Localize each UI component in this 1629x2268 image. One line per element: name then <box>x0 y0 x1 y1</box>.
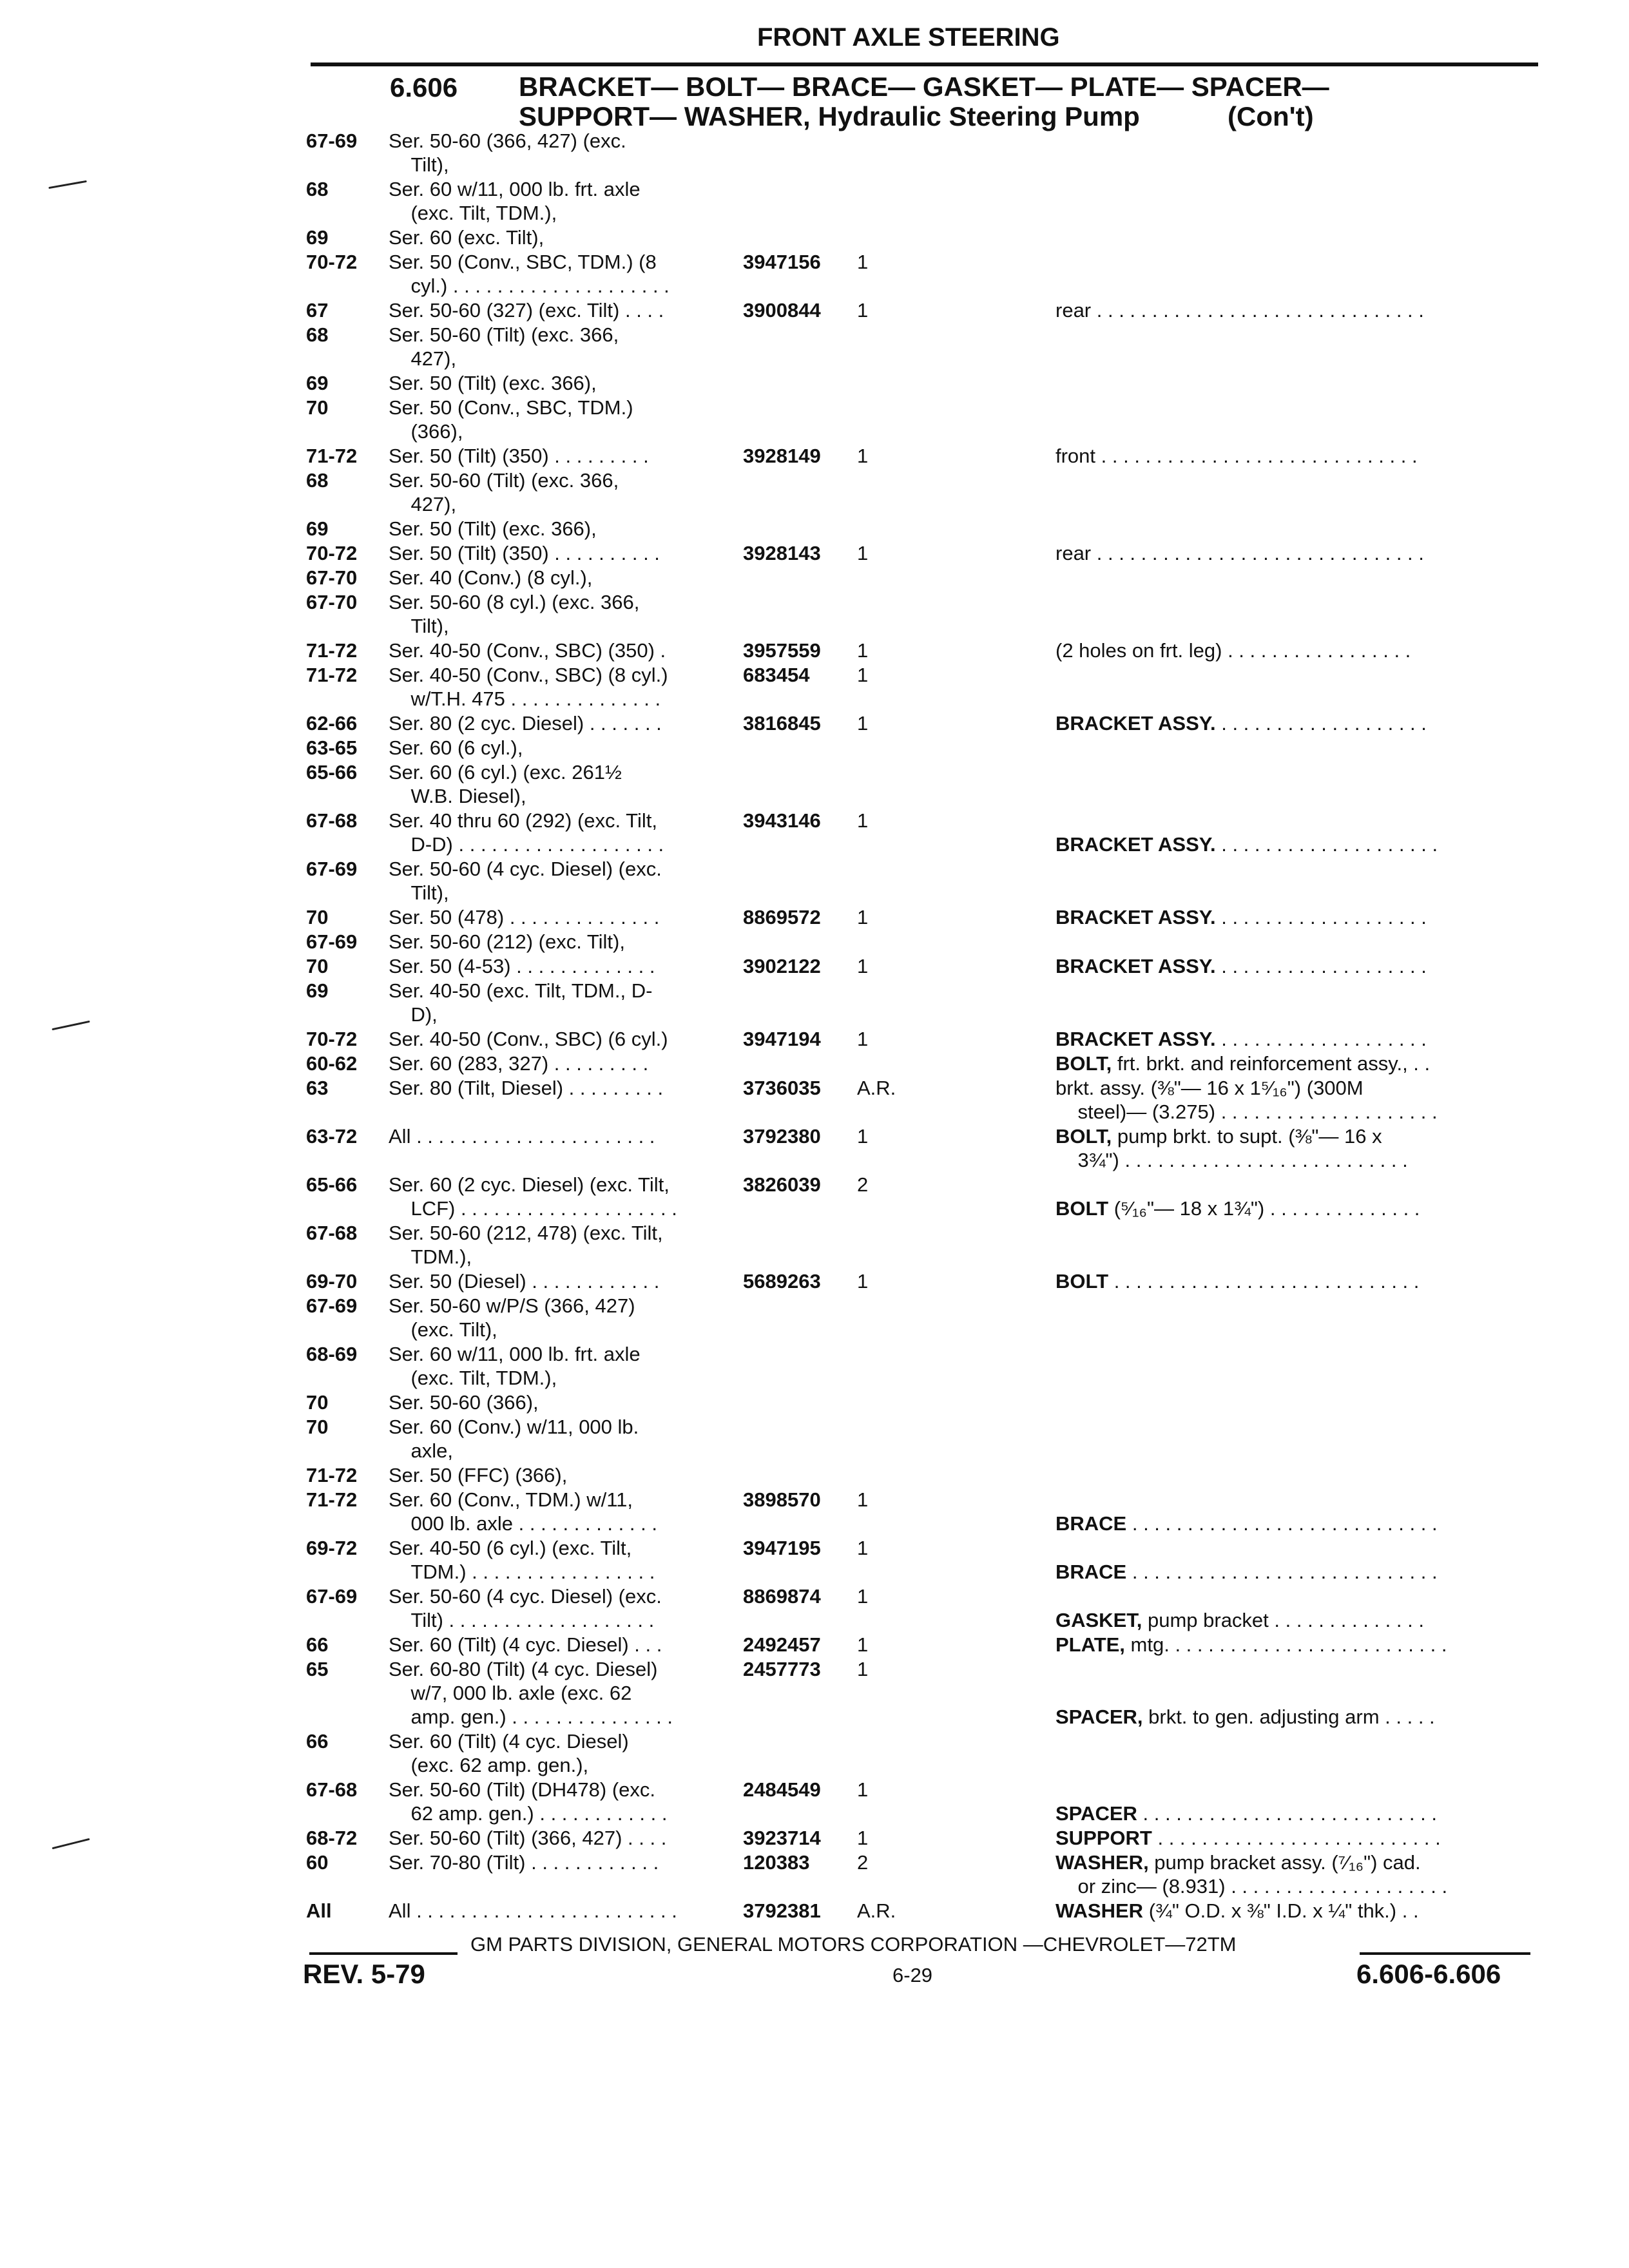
description-cell: Ser. 40-50 (6 cyl.) (exc. Tilt, TDM.) . . . . . . . . . . . . . . . . . <box>389 1537 655 1583</box>
description-cell: Ser. 80 (2 cyc. Diesel) . . . . . . . <box>389 712 662 735</box>
part-name-bold: SPACER <box>1055 1802 1137 1825</box>
table-row <box>0 663 1629 711</box>
description-cell: Ser. 60 w/11, 000 lb. frt. axle (exc. Tilt, TDM.), <box>389 178 641 224</box>
description-cell: Ser. 50 (Tilt) (350) . . . . . . . . . <box>389 445 649 467</box>
quantity-cell: 1 <box>857 542 869 564</box>
part-name-bold: WASHER <box>1055 1899 1144 1922</box>
part-name-detail: . . . . . . . . . . . . . . . . . . . <box>1215 906 1427 928</box>
description-cell: Ser. 60 (exc. Tilt), <box>389 226 545 249</box>
part-name-cell <box>896 711 1527 735</box>
part-name-bold: BRACKET ASSY. <box>1055 955 1216 977</box>
description-cell: Ser. 50-60 (Tilt) (exc. 366, 427), <box>389 469 619 515</box>
table-row <box>0 1850 1629 1898</box>
quantity-cell: 1 <box>857 1488 869 1511</box>
table-row <box>0 1173 1629 1220</box>
quantity-cell: 1 <box>857 1658 869 1680</box>
table-row <box>0 566 1629 590</box>
year-cell: 69 <box>306 372 329 394</box>
part-number-cell: 120383 <box>743 1851 810 1874</box>
part-number-cell: 3928149 <box>743 445 821 467</box>
description-cell: Ser. 70-80 (Tilt) . . . . . . . . . . . . <box>389 1851 659 1874</box>
part-name-cell <box>896 954 1527 978</box>
part-name-cell <box>896 1633 1527 1657</box>
part-name-bold: SPACER, <box>1055 1706 1143 1728</box>
part-name-bold: BRACKET ASSY. <box>1055 906 1216 928</box>
year-cell: 68 <box>306 323 329 346</box>
description-cell: Ser. 40 (Conv.) (8 cyl.), <box>389 566 593 589</box>
description-cell: Ser. 50-60 (4 cyc. Diesel) (exc. Tilt), <box>389 858 662 904</box>
table-row <box>0 760 1629 808</box>
year-cell: 67-69 <box>306 1585 358 1608</box>
quantity-cell: 1 <box>857 955 869 977</box>
year-cell: 70-72 <box>306 1028 358 1050</box>
part-name-detail: . . . . . . . . . . . . . . . . . . . . . . . . . . . <box>1137 1802 1437 1825</box>
year-cell: 71-72 <box>306 664 358 686</box>
part-name-detail: front . . . . . . . . . . . . . . . . . . . . . . . . . . . . . <box>1055 445 1418 467</box>
part-name-bold: BOLT <box>1055 1270 1109 1293</box>
section-continued-label: (Con't) <box>1228 101 1314 131</box>
description-cell: Ser. 50-60 (4 cyc. Diesel) (exc. Tilt) . . . . . . . . . . . . . . . . . . . <box>389 1585 662 1631</box>
part-name-detail: . . . . . . . . . . . . . . . . . . . <box>1215 1028 1427 1050</box>
description-cell: Ser. 60 (Conv.) w/11, 000 lb. axle, <box>389 1416 639 1462</box>
part-number-cell: 3923714 <box>743 1827 821 1849</box>
part-name-detail: . . . . . . . . . . . . . . . . . . . . . . . . . . . . <box>1108 1270 1420 1293</box>
table-row <box>0 517 1629 541</box>
part-name-cell <box>896 809 1527 856</box>
description-cell: Ser. 50-60 (Tilt) (366, 427) . . . . <box>389 1827 667 1849</box>
quantity-cell: 2 <box>857 1173 869 1196</box>
table-row <box>0 809 1629 856</box>
description-cell: Ser. 50-60 (366, 427) (exc. Tilt), <box>389 130 626 176</box>
footer-rule-right <box>1360 1952 1530 1955</box>
section-title <box>519 72 1329 131</box>
part-name-detail: (¾" O.D. x ⅜" I.D. x ¼" thk.) . . <box>1143 1899 1419 1922</box>
description-cell: Ser. 40-50 (Conv., SBC) (350) . <box>389 639 666 662</box>
year-cell: 63-65 <box>306 736 358 759</box>
part-name-cell <box>896 1778 1527 1825</box>
part-number-cell: 683454 <box>743 664 810 686</box>
part-name-bold: GASKET, <box>1055 1609 1142 1631</box>
description-cell: Ser. 40 thru 60 (292) (exc. Tilt, D-D) . . . . . . . . . . . . . . . . . . . <box>389 809 664 856</box>
year-cell: 63 <box>306 1077 329 1099</box>
table-row <box>0 954 1629 978</box>
description-cell: Ser. 50 (Tilt) (exc. 366), <box>389 517 597 540</box>
year-cell: 67-69 <box>306 130 358 152</box>
part-number-cell: 3943146 <box>743 809 821 832</box>
table-row <box>0 1076 1629 1124</box>
table-row <box>0 1729 1629 1777</box>
year-cell: 62-66 <box>306 712 358 735</box>
table-row <box>0 541 1629 565</box>
table-row <box>0 1390 1629 1414</box>
year-cell: 70 <box>306 396 329 419</box>
year-cell: 66 <box>306 1730 329 1753</box>
part-number-cell: 3826039 <box>743 1173 821 1196</box>
part-name-cell <box>896 1052 1527 1075</box>
table-row <box>0 1488 1629 1535</box>
description-cell: Ser. 50-60 (Tilt) (DH478) (exc. 62 amp. gen.) . . . . . . . . . . . . <box>389 1778 668 1825</box>
part-number-cell: 3928143 <box>743 542 821 564</box>
year-cell: 65-66 <box>306 1173 358 1196</box>
table-row <box>0 444 1629 468</box>
year-cell: 67-70 <box>306 566 358 589</box>
year-cell: 71-72 <box>306 1464 358 1486</box>
part-name-cell <box>896 541 1527 565</box>
part-number-cell: 2492457 <box>743 1633 821 1656</box>
year-cell: 67-69 <box>306 930 358 953</box>
part-name-bold: BRACE <box>1055 1561 1127 1583</box>
footer-page-number: 6-29 <box>892 1964 933 1986</box>
description-cell: Ser. 50 (Diesel) . . . . . . . . . . . . <box>389 1270 660 1293</box>
table-row <box>0 129 1629 177</box>
part-number-cell: 3792381 <box>743 1899 821 1922</box>
description-cell: Ser. 50-60 (Tilt) (exc. 366, 427), <box>389 323 619 370</box>
quantity-cell: 1 <box>857 712 869 735</box>
description-cell: Ser. 60 (Conv., TDM.) w/11, 000 lb. axle . . . . . . . . . . . . . <box>389 1488 657 1535</box>
year-cell: 68 <box>306 178 329 200</box>
part-name-cell <box>896 1657 1527 1729</box>
quantity-cell: A.R. <box>857 1077 896 1099</box>
description-cell: Ser. 40-50 (Conv., SBC) (8 cyl.) w/T.H. 475 . . . . . . . . . . . . . . <box>389 664 668 710</box>
part-name-detail: (⁵⁄₁₆"— 18 x 1¾") . . . . . . . . . . . . . . <box>1108 1197 1420 1220</box>
part-number-cell: 2484549 <box>743 1778 821 1801</box>
section-title-line2: SUPPORT— WASHER, Hydraulic Steering Pump <box>519 101 1140 131</box>
quantity-cell: 1 <box>857 1125 869 1148</box>
year-cell: 71-72 <box>306 639 358 662</box>
part-number-cell: 5689263 <box>743 1270 821 1293</box>
table-row <box>0 1826 1629 1850</box>
description-cell: All . . . . . . . . . . . . . . . . . . . . . . . . <box>389 1899 677 1922</box>
description-cell: Ser. 60 (6 cyl.), <box>389 736 523 759</box>
table-row <box>0 1584 1629 1632</box>
part-number-cell: 3792380 <box>743 1125 821 1148</box>
table-row <box>0 250 1629 298</box>
table-row <box>0 371 1629 395</box>
year-cell: 65 <box>306 1658 329 1680</box>
description-cell: Ser. 50 (Conv., SBC, TDM.) (8 cyl.) . . . . . . . . . . . . . . . . . . . . <box>389 251 670 297</box>
part-name-cell <box>896 905 1527 929</box>
table-row <box>0 298 1629 322</box>
year-cell: 67-68 <box>306 1778 358 1801</box>
description-cell: Ser. 60 (2 cyc. Diesel) (exc. Tilt, LCF) . . . . . . . . . . . . . . . . . . . . <box>389 1173 677 1220</box>
table-row <box>0 1294 1629 1341</box>
part-name-cell <box>896 1536 1527 1584</box>
quantity-cell: 1 <box>857 1537 869 1559</box>
table-row <box>0 979 1629 1026</box>
part-name-detail: brkt. to gen. adjusting arm . . . . . <box>1142 1706 1435 1728</box>
table-row <box>0 1221 1629 1269</box>
part-name-bold: BRACKET ASSY. <box>1055 1028 1216 1050</box>
table-row <box>0 639 1629 662</box>
table-row <box>0 590 1629 638</box>
table-row <box>0 1463 1629 1487</box>
part-name-detail: pump bracket . . . . . . . . . . . . . . <box>1142 1609 1424 1631</box>
part-number-cell: 3736035 <box>743 1077 821 1099</box>
year-cell: 70-72 <box>306 251 358 273</box>
year-cell: 63-72 <box>306 1125 358 1148</box>
year-cell: 65-66 <box>306 761 358 783</box>
part-name-bold: BRACKET ASSY. <box>1055 712 1216 735</box>
table-row <box>0 1052 1629 1075</box>
part-number-cell: 3947156 <box>743 251 821 273</box>
part-name-detail: . . . . . . . . . . . . . . . . . . . . <box>1215 833 1438 856</box>
part-name-cell <box>896 1173 1527 1220</box>
description-cell: Ser. 50-60 w/P/S (366, 427) (exc. Tilt), <box>389 1294 635 1341</box>
table-row <box>0 1633 1629 1657</box>
part-name-detail: frt. brkt. and reinforcement assy., . . <box>1112 1052 1431 1075</box>
quantity-cell: 1 <box>857 251 869 273</box>
description-cell: Ser. 60 (283, 327) . . . . . . . . . <box>389 1052 649 1075</box>
quantity-cell: 1 <box>857 1827 869 1849</box>
year-cell: 60-62 <box>306 1052 358 1075</box>
table-row <box>0 1899 1629 1923</box>
part-name-detail: mtg. . . . . . . . . . . . . . . . . . . . . . . . . . <box>1124 1633 1447 1656</box>
part-name-cell <box>896 1584 1527 1632</box>
table-row <box>0 1027 1629 1051</box>
part-name-detail: . . . . . . . . . . . . . . . . . . . . . . . . . . . . <box>1126 1561 1438 1583</box>
description-cell: Ser. 60 (Tilt) (4 cyc. Diesel) (exc. 62 amp. gen.), <box>389 1730 629 1776</box>
part-name-cell <box>896 444 1527 468</box>
table-row <box>0 711 1629 735</box>
part-number-cell: 3947195 <box>743 1537 821 1559</box>
table-row <box>0 930 1629 954</box>
year-cell: 66 <box>306 1633 329 1656</box>
year-cell: All <box>306 1899 332 1922</box>
table-row <box>0 1657 1629 1729</box>
table-row <box>0 177 1629 225</box>
description-cell: Ser. 60 (Tilt) (4 cyc. Diesel) . . . <box>389 1633 662 1656</box>
table-row <box>0 1415 1629 1463</box>
quantity-cell: A.R. <box>857 1899 896 1922</box>
year-cell: 70 <box>306 1416 329 1438</box>
description-cell: Ser. 60 (6 cyl.) (exc. 261½ W.B. Diesel), <box>389 761 622 807</box>
part-name-detail: rear . . . . . . . . . . . . . . . . . . . . . . . . . . . . . . <box>1055 542 1424 564</box>
description-cell: Ser. 50 (Conv., SBC, TDM.) (366), <box>389 396 633 443</box>
description-cell: Ser. 50-60 (212) (exc. Tilt), <box>389 930 625 953</box>
part-name-cell <box>896 639 1527 662</box>
part-name-cell <box>896 1850 1527 1898</box>
part-name-bold: BOLT, <box>1055 1052 1112 1075</box>
footer-corporation: GM PARTS DIVISION, GENERAL MOTORS CORPORATION —CHEVROLET—72TM <box>470 1933 1237 1956</box>
year-cell: 69-72 <box>306 1537 358 1559</box>
year-cell: 67-68 <box>306 1222 358 1244</box>
footer-section-range: 6.606-6.606 <box>1356 1959 1501 1989</box>
year-cell: 68-69 <box>306 1343 358 1365</box>
description-cell: Ser. 50 (Tilt) (exc. 366), <box>389 372 597 394</box>
part-number-cell: 3816845 <box>743 712 821 735</box>
description-cell: Ser. 50-60 (327) (exc. Tilt) . . . . <box>389 299 664 322</box>
footer-revision: REV. 5-79 <box>303 1959 425 1989</box>
quantity-cell: 1 <box>857 906 869 928</box>
part-name-bold: WASHER, <box>1055 1851 1149 1874</box>
description-cell: Ser. 60 w/11, 000 lb. frt. axle (exc. Tilt, TDM.), <box>389 1343 641 1389</box>
part-number-cell: 2457773 <box>743 1658 821 1680</box>
part-name-cell <box>896 1899 1527 1923</box>
year-cell: 69 <box>306 517 329 540</box>
part-number-cell: 8869874 <box>743 1585 821 1608</box>
part-name-detail: rear . . . . . . . . . . . . . . . . . . . . . . . . . . . . . . <box>1055 299 1424 322</box>
description-cell: Ser. 50 (FFC) (366), <box>389 1464 568 1486</box>
description-cell: Ser. 40-50 (Conv., SBC) (6 cyl.) <box>389 1028 668 1050</box>
description-cell: Ser. 50 (Tilt) (350) . . . . . . . . . . <box>389 542 660 564</box>
description-cell: Ser. 40-50 (exc. Tilt, TDM., D- D), <box>389 979 653 1026</box>
year-cell: 68 <box>306 469 329 492</box>
year-cell: 60 <box>306 1851 329 1874</box>
table-row <box>0 1342 1629 1390</box>
part-name-bold: BOLT, <box>1055 1125 1112 1148</box>
year-cell: 70 <box>306 955 329 977</box>
part-name-detail: . . . . . . . . . . . . . . . . . . . <box>1215 712 1427 735</box>
table-row <box>0 468 1629 516</box>
quantity-cell: 1 <box>857 445 869 467</box>
description-cell: Ser. 50 (478) . . . . . . . . . . . . . . <box>389 906 660 928</box>
quantity-cell: 1 <box>857 1778 869 1801</box>
part-name-detail: . . . . . . . . . . . . . . . . . . . . . . . . . . <box>1152 1827 1441 1849</box>
year-cell: 67-69 <box>306 1294 358 1317</box>
part-name-bold: BOLT <box>1055 1197 1109 1220</box>
quantity-cell: 1 <box>857 299 869 322</box>
part-number-cell: 3898570 <box>743 1488 821 1511</box>
quantity-cell: 1 <box>857 1028 869 1050</box>
quantity-cell: 1 <box>857 664 869 686</box>
table-row <box>0 1124 1629 1172</box>
table-row <box>0 323 1629 370</box>
section-number: 6.606 <box>390 72 458 102</box>
description-cell: Ser. 60-80 (Tilt) (4 cyc. Diesel) w/7, 000 lb. axle (exc. 62 amp. gen.) . . . . . . . . . . . . . . . <box>389 1658 673 1728</box>
footer-rule-left <box>309 1952 458 1955</box>
description-cell: Ser. 80 (Tilt, Diesel) . . . . . . . . . <box>389 1077 664 1099</box>
quantity-cell: 1 <box>857 1633 869 1656</box>
table-row <box>0 396 1629 443</box>
part-name-cell <box>896 1826 1527 1850</box>
section-title-line1: BRACKET— BOLT— BRACE— GASKET— PLATE— SPACER— <box>519 72 1329 102</box>
table-row <box>0 226 1629 249</box>
part-number-cell: 8869572 <box>743 906 821 928</box>
part-name-cell <box>896 1269 1527 1293</box>
part-number-cell: 3957559 <box>743 639 821 662</box>
part-number-cell: 3947194 <box>743 1028 821 1050</box>
year-cell: 69-70 <box>306 1270 358 1293</box>
quantity-cell: 1 <box>857 639 869 662</box>
part-name-detail: brkt. assy. (⅜"— 16 x 1⁵⁄₁₆") (300M steel)— (3.275) . . . . . . . . . . . . . . . . . . . . <box>1055 1077 1438 1123</box>
parts-list <box>0 129 1629 1923</box>
quantity-cell: 2 <box>857 1851 869 1874</box>
header-divider <box>311 62 1538 66</box>
quantity-cell: 1 <box>857 1270 869 1293</box>
year-cell: 70-72 <box>306 542 358 564</box>
part-name-cell <box>896 1124 1527 1172</box>
part-number-cell: 3902122 <box>743 955 821 977</box>
year-cell: 70 <box>306 1391 329 1414</box>
quantity-cell: 1 <box>857 809 869 832</box>
part-name-bold: BRACKET ASSY. <box>1055 833 1216 856</box>
part-name-detail: (2 holes on frt. leg) . . . . . . . . . . . . . . . . . <box>1055 639 1411 662</box>
year-cell: 69 <box>306 226 329 249</box>
description-cell: Ser. 50 (4-53) . . . . . . . . . . . . . <box>389 955 655 977</box>
description-cell: Ser. 50-60 (212, 478) (exc. Tilt, TDM.), <box>389 1222 663 1268</box>
part-name-cell <box>896 1488 1527 1535</box>
part-name-detail: pump brkt. to supt. (⅜"— 16 x 3¾") . . . . . . . . . . . . . . . . . . . . . . . . . . <box>1077 1125 1408 1171</box>
year-cell: 67-68 <box>306 809 358 832</box>
table-row <box>0 905 1629 929</box>
part-name-detail: . . . . . . . . . . . . . . . . . . . . . . . . . . . . <box>1126 1512 1438 1535</box>
table-row <box>0 1778 1629 1825</box>
page-header-title: FRONT AXLE STEERING <box>757 23 1060 52</box>
year-cell: 67-70 <box>306 591 358 613</box>
quantity-cell: 1 <box>857 1585 869 1608</box>
part-name-cell <box>896 1076 1527 1124</box>
part-name-bold: BRACE <box>1055 1512 1127 1535</box>
part-name-detail: . . . . . . . . . . . . . . . . . . . <box>1215 955 1427 977</box>
year-cell: 71-72 <box>306 445 358 467</box>
description-cell: Ser. 50-60 (8 cyl.) (exc. 366, Tilt), <box>389 591 640 637</box>
year-cell: 69 <box>306 979 329 1002</box>
table-row <box>0 857 1629 905</box>
table-row <box>0 736 1629 760</box>
part-name-cell <box>896 298 1527 322</box>
description-cell: Ser. 50-60 (366), <box>389 1391 539 1414</box>
part-number-cell: 3900844 <box>743 299 821 322</box>
year-cell: 70 <box>306 906 329 928</box>
year-cell: 71-72 <box>306 1488 358 1511</box>
table-row <box>0 1269 1629 1293</box>
description-cell: All . . . . . . . . . . . . . . . . . . . . . . <box>389 1125 655 1148</box>
part-name-cell <box>896 1027 1527 1051</box>
part-name-bold: SUPPORT <box>1055 1827 1152 1849</box>
part-name-bold: PLATE, <box>1055 1633 1125 1656</box>
table-row <box>0 1536 1629 1584</box>
year-cell: 67-69 <box>306 858 358 880</box>
year-cell: 68-72 <box>306 1827 358 1849</box>
year-cell: 67 <box>306 299 329 322</box>
part-name-detail: pump bracket assy. (⁷⁄₁₆") cad. or zinc— (8.931) . . . . . . . . . . . . . . . . . . . . <box>1077 1851 1448 1898</box>
